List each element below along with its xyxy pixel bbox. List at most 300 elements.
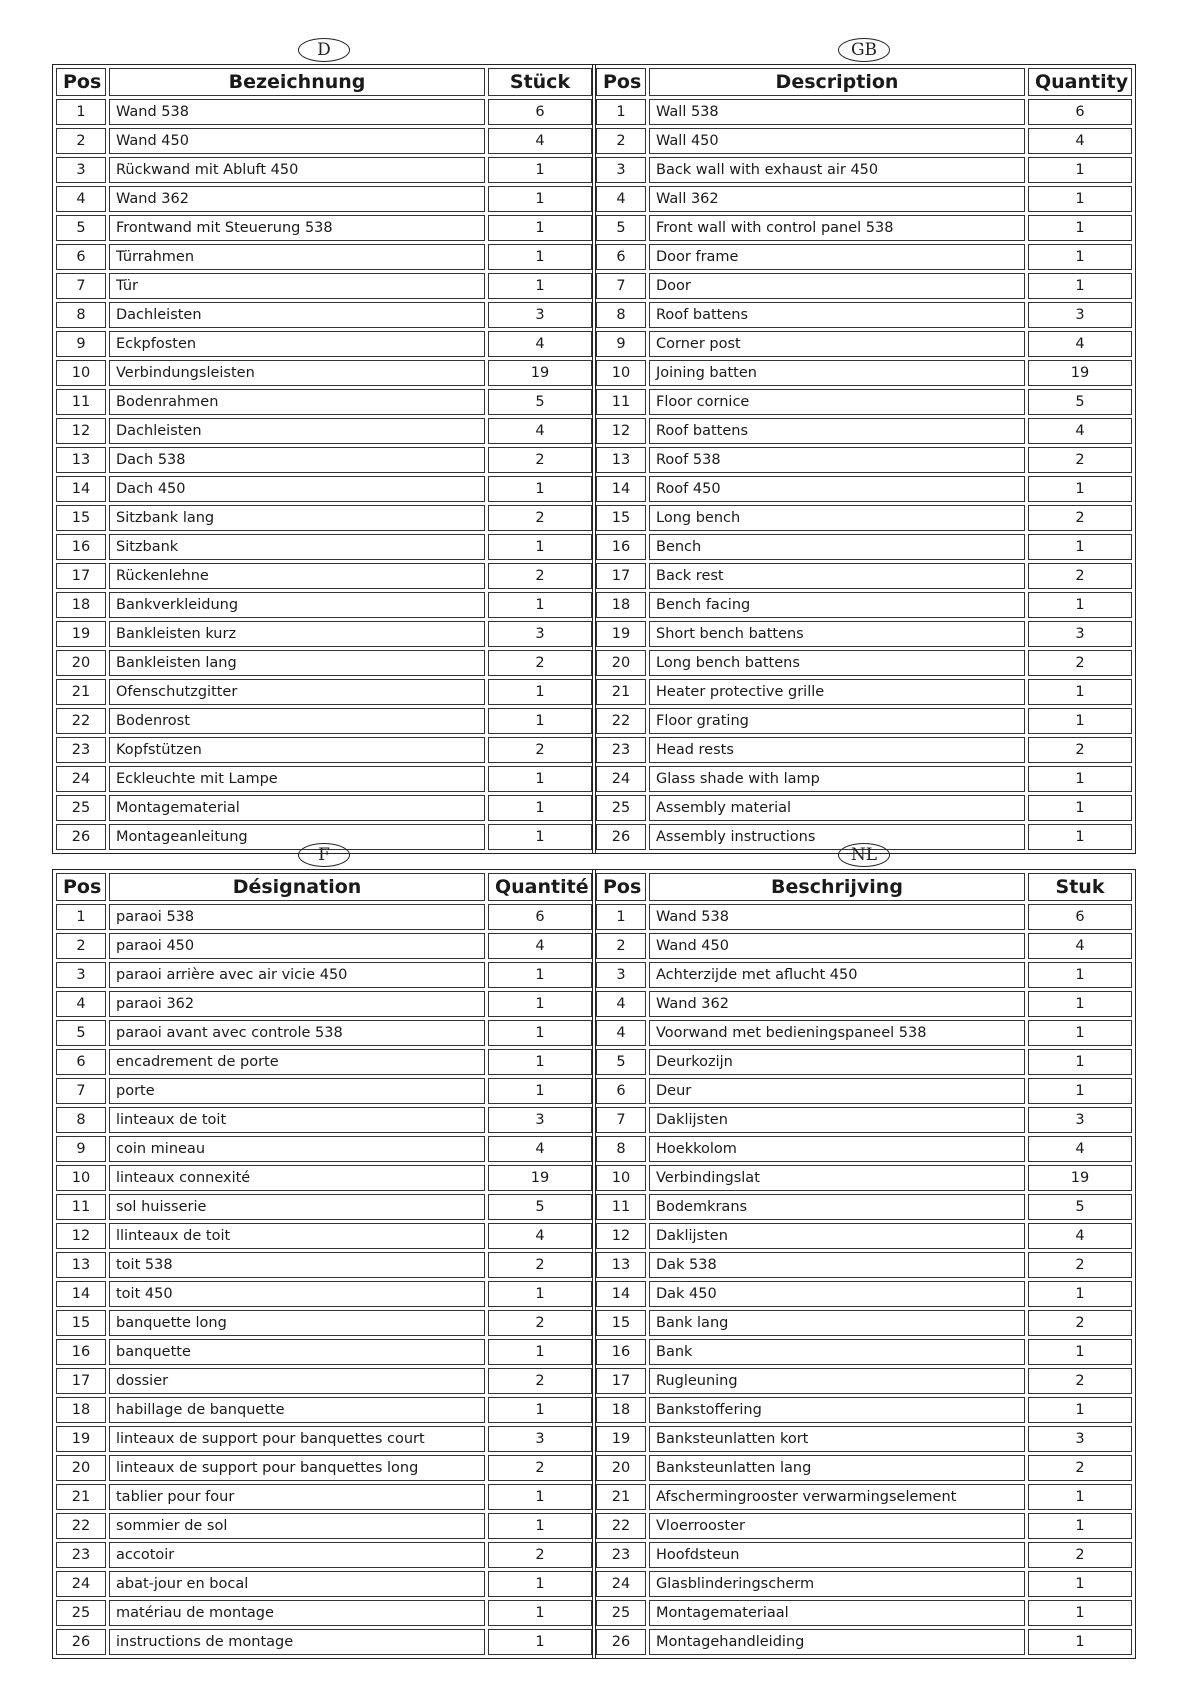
cell-description: Bank <box>649 1339 1025 1365</box>
cell-quantity: 6 <box>488 904 592 930</box>
cell-description: porte <box>109 1078 485 1104</box>
cell-description: Rugleuning <box>649 1368 1025 1394</box>
cell-description: Door frame <box>649 244 1025 270</box>
table-row <box>56 447 592 473</box>
cell-pos: 1 <box>56 904 106 930</box>
cell-pos: 2 <box>56 933 106 959</box>
cell-pos: 22 <box>596 708 646 734</box>
cell-quantity: 2 <box>488 563 592 589</box>
cell-pos: 25 <box>596 795 646 821</box>
cell-description: Front wall with control panel 538 <box>649 215 1025 241</box>
cell-pos: 1 <box>596 904 646 930</box>
table-row <box>596 360 1132 386</box>
table-row <box>56 650 592 676</box>
cell-quantity: 1 <box>1028 962 1132 988</box>
cell-description: Daklijsten <box>649 1107 1025 1133</box>
cell-quantity: 2 <box>1028 1542 1132 1568</box>
cell-quantity: 2 <box>1028 505 1132 531</box>
cell-description: Dach 450 <box>109 476 485 502</box>
cell-quantity: 1 <box>1028 1629 1132 1655</box>
cell-quantity: 1 <box>488 1049 592 1075</box>
cell-quantity: 1 <box>1028 592 1132 618</box>
cell-description: Bench <box>649 534 1025 560</box>
cell-pos: 24 <box>596 1571 646 1597</box>
cell-quantity: 1 <box>488 766 592 792</box>
cell-pos: 7 <box>56 1078 106 1104</box>
cell-pos: 11 <box>596 1194 646 1220</box>
language-badge: D <box>298 38 350 62</box>
table-row <box>56 1542 592 1568</box>
cell-pos: 17 <box>596 1368 646 1394</box>
cell-description: Roof 538 <box>649 447 1025 473</box>
cell-description: Back rest <box>649 563 1025 589</box>
cell-pos: 8 <box>56 302 106 328</box>
cell-pos: 6 <box>596 244 646 270</box>
table-row <box>56 1136 592 1162</box>
table-row <box>596 186 1132 212</box>
cell-description: Banksteunlatten lang <box>649 1455 1025 1481</box>
cell-quantity: 1 <box>488 1339 592 1365</box>
cell-quantity: 4 <box>488 933 592 959</box>
cell-pos: 25 <box>56 1600 106 1626</box>
table-row <box>56 1629 592 1655</box>
cell-description: Hoekkolom <box>649 1136 1025 1162</box>
cell-pos: 6 <box>56 1049 106 1075</box>
cell-quantity: 2 <box>488 1252 592 1278</box>
table-row <box>56 1368 592 1394</box>
table-row <box>56 128 592 154</box>
cell-description: Eckleuchte mit Lampe <box>109 766 485 792</box>
table-row <box>56 1339 592 1365</box>
table-row <box>596 244 1132 270</box>
cell-quantity: 1 <box>488 679 592 705</box>
cell-quantity: 1 <box>488 186 592 212</box>
cell-quantity: 3 <box>488 302 592 328</box>
table-row <box>56 389 592 415</box>
cell-pos: 17 <box>56 1368 106 1394</box>
cell-pos: 12 <box>56 418 106 444</box>
cell-description: Deurkozijn <box>649 1049 1025 1075</box>
cell-quantity: 6 <box>1028 904 1132 930</box>
cell-pos: 22 <box>56 1513 106 1539</box>
cell-quantity: 6 <box>1028 99 1132 125</box>
cell-quantity: 2 <box>1028 737 1132 763</box>
cell-description: Floor grating <box>649 708 1025 734</box>
cell-pos: 23 <box>56 1542 106 1568</box>
cell-pos: 14 <box>56 1281 106 1307</box>
cell-description: Assembly material <box>649 795 1025 821</box>
cell-pos: 10 <box>56 1165 106 1191</box>
cell-pos: 25 <box>56 795 106 821</box>
cell-description: Wand 450 <box>649 933 1025 959</box>
cell-description: Head rests <box>649 737 1025 763</box>
cell-quantity: 1 <box>488 1078 592 1104</box>
cell-quantity: 4 <box>1028 1136 1132 1162</box>
cell-pos: 13 <box>56 1252 106 1278</box>
table-row <box>56 1223 592 1249</box>
cell-pos: 18 <box>56 592 106 618</box>
cell-pos: 4 <box>596 186 646 212</box>
table-row <box>56 1513 592 1539</box>
cell-quantity: 1 <box>1028 991 1132 1017</box>
table-row <box>596 1339 1132 1365</box>
cell-quantity: 1 <box>488 1484 592 1510</box>
cell-quantity: 2 <box>1028 1455 1132 1481</box>
cell-quantity: 1 <box>488 991 592 1017</box>
cell-quantity: 3 <box>1028 1426 1132 1452</box>
table-row <box>56 991 592 1017</box>
table-row <box>56 1310 592 1336</box>
table-row <box>596 904 1132 930</box>
cell-pos: 5 <box>596 215 646 241</box>
cell-description: Kopfstützen <box>109 737 485 763</box>
cell-pos: 9 <box>56 331 106 357</box>
cell-description: Door <box>649 273 1025 299</box>
cell-quantity: 19 <box>1028 360 1132 386</box>
cell-pos: 3 <box>596 157 646 183</box>
cell-pos: 22 <box>596 1513 646 1539</box>
cell-quantity: 1 <box>1028 215 1132 241</box>
cell-quantity: 1 <box>488 1020 592 1046</box>
cell-pos: 3 <box>56 157 106 183</box>
cell-description: Wand 362 <box>649 991 1025 1017</box>
cell-quantity: 1 <box>1028 1020 1132 1046</box>
cell-quantity: 1 <box>488 534 592 560</box>
table-row <box>596 302 1132 328</box>
cell-pos: 19 <box>596 621 646 647</box>
cell-description: Heater protective grille <box>649 679 1025 705</box>
language-badge: NL <box>838 843 890 867</box>
cell-description: Rückwand mit Abluft 450 <box>109 157 485 183</box>
cell-description: Montageanleitung <box>109 824 485 850</box>
cell-quantity: 2 <box>488 505 592 531</box>
cell-quantity: 4 <box>488 331 592 357</box>
cell-quantity: 1 <box>488 1513 592 1539</box>
table-row <box>56 621 592 647</box>
cell-description: abat-jour en bocal <box>109 1571 485 1597</box>
cell-description: Dach 538 <box>109 447 485 473</box>
cell-quantity: 2 <box>488 447 592 473</box>
cell-pos: 5 <box>56 1020 106 1046</box>
cell-description: Ofenschutzgitter <box>109 679 485 705</box>
language-badge: GB <box>838 38 890 62</box>
cell-description: Long bench <box>649 505 1025 531</box>
table-row <box>56 1281 592 1307</box>
cell-pos: 7 <box>596 273 646 299</box>
cell-quantity: 1 <box>1028 1339 1132 1365</box>
cell-description: Bodenrost <box>109 708 485 734</box>
table-row <box>56 1484 592 1510</box>
cell-pos: 17 <box>56 563 106 589</box>
cell-quantity: 3 <box>488 1426 592 1452</box>
table-row <box>596 679 1132 705</box>
cell-quantity: 1 <box>1028 534 1132 560</box>
cell-quantity: 1 <box>1028 679 1132 705</box>
table-row <box>56 904 592 930</box>
cell-description: Bodenrahmen <box>109 389 485 415</box>
cell-pos: 20 <box>56 650 106 676</box>
cell-description: Wall 538 <box>649 99 1025 125</box>
cell-quantity: 1 <box>1028 157 1132 183</box>
cell-description: Dachleisten <box>109 418 485 444</box>
cell-description: linteaux connexité <box>109 1165 485 1191</box>
cell-description: instructions de montage <box>109 1629 485 1655</box>
cell-description: Eckpfosten <box>109 331 485 357</box>
cell-pos: 16 <box>596 534 646 560</box>
cell-description: Deur <box>649 1078 1025 1104</box>
cell-quantity: 5 <box>488 389 592 415</box>
cell-description: Afschermingrooster verwarmingselement <box>649 1484 1025 1510</box>
table-row <box>56 534 592 560</box>
table-row <box>596 563 1132 589</box>
cell-description: Short bench battens <box>649 621 1025 647</box>
cell-quantity: 1 <box>488 1571 592 1597</box>
cell-description: paraoi 450 <box>109 933 485 959</box>
cell-quantity: 2 <box>488 650 592 676</box>
cell-quantity: 1 <box>488 244 592 270</box>
table-row <box>596 650 1132 676</box>
cell-pos: 20 <box>56 1455 106 1481</box>
cell-quantity: 1 <box>1028 1078 1132 1104</box>
cell-pos: 23 <box>596 1542 646 1568</box>
parts-block-de <box>52 36 596 854</box>
table-row <box>56 766 592 792</box>
table-row <box>596 1571 1132 1597</box>
table-row <box>596 418 1132 444</box>
cell-pos: 7 <box>56 273 106 299</box>
cell-pos: 12 <box>596 1223 646 1249</box>
cell-quantity: 3 <box>488 1107 592 1133</box>
cell-pos: 26 <box>56 1629 106 1655</box>
cell-pos: 4 <box>56 186 106 212</box>
cell-pos: 8 <box>596 1136 646 1162</box>
cell-description: Dachleisten <box>109 302 485 328</box>
cell-pos: 17 <box>596 563 646 589</box>
cell-description: Bankleisten kurz <box>109 621 485 647</box>
cell-description: Assembly instructions <box>649 824 1025 850</box>
table-row <box>56 1165 592 1191</box>
table-row <box>56 1600 592 1626</box>
cell-quantity: 1 <box>488 157 592 183</box>
table-row <box>596 1629 1132 1655</box>
cell-quantity: 2 <box>1028 1368 1132 1394</box>
cell-description: Wand 362 <box>109 186 485 212</box>
parts-block-fr <box>52 841 596 1659</box>
cell-quantity: 5 <box>1028 1194 1132 1220</box>
cell-pos: 11 <box>596 389 646 415</box>
cell-pos: 9 <box>596 331 646 357</box>
cell-description: Vloerrooster <box>649 1513 1025 1539</box>
cell-description: Long bench battens <box>649 650 1025 676</box>
cell-quantity: 3 <box>488 621 592 647</box>
table-row <box>596 1368 1132 1394</box>
cell-description: Glass shade with lamp <box>649 766 1025 792</box>
cell-pos: 11 <box>56 389 106 415</box>
cell-pos: 5 <box>56 215 106 241</box>
table-row <box>596 476 1132 502</box>
cell-description: Bodemkrans <box>649 1194 1025 1220</box>
cell-description: paraoi avant avec controle 538 <box>109 1020 485 1046</box>
table-row <box>596 505 1132 531</box>
table-row <box>56 1194 592 1220</box>
parts-block-gb <box>592 36 1136 854</box>
table-row <box>56 99 592 125</box>
cell-pos: 23 <box>596 737 646 763</box>
table-row <box>596 1078 1132 1104</box>
table-row <box>596 99 1132 125</box>
cell-pos: 13 <box>56 447 106 473</box>
cell-quantity: 4 <box>488 1223 592 1249</box>
cell-quantity: 4 <box>1028 933 1132 959</box>
cell-description: sommier de sol <box>109 1513 485 1539</box>
cell-description: coin mineau <box>109 1136 485 1162</box>
cell-pos: 16 <box>56 534 106 560</box>
table-row <box>56 331 592 357</box>
language-badge: F <box>298 843 350 867</box>
cell-description: linteaux de support pour banquettes court <box>109 1426 485 1452</box>
cell-pos: 21 <box>596 679 646 705</box>
cell-description: Sitzbank lang <box>109 505 485 531</box>
table-row <box>596 534 1132 560</box>
table-row <box>56 795 592 821</box>
table-row <box>596 1136 1132 1162</box>
cell-quantity: 4 <box>1028 128 1132 154</box>
cell-description: Montagemateriaal <box>649 1600 1025 1626</box>
cell-quantity: 1 <box>488 592 592 618</box>
cell-description: paraoi arrière avec air vicie 450 <box>109 962 485 988</box>
table-row <box>596 389 1132 415</box>
table-row <box>596 766 1132 792</box>
table-row <box>596 1426 1132 1452</box>
table-row <box>56 1107 592 1133</box>
table-row <box>596 273 1132 299</box>
cell-quantity: 2 <box>488 737 592 763</box>
cell-pos: 2 <box>596 128 646 154</box>
table-row <box>596 1049 1132 1075</box>
cell-quantity: 1 <box>1028 795 1132 821</box>
header-quantity: Quantity <box>1028 68 1132 96</box>
cell-quantity: 2 <box>1028 1252 1132 1278</box>
cell-description: Daklijsten <box>649 1223 1025 1249</box>
cell-description: Achterzijde met aflucht 450 <box>649 962 1025 988</box>
cell-pos: 19 <box>56 621 106 647</box>
cell-description: Joining batten <box>649 360 1025 386</box>
cell-pos: 26 <box>56 824 106 850</box>
cell-description: linteaux de toit <box>109 1107 485 1133</box>
cell-pos: 10 <box>56 360 106 386</box>
table-row <box>596 1542 1132 1568</box>
table-row <box>56 505 592 531</box>
cell-quantity: 1 <box>1028 1397 1132 1423</box>
cell-pos: 18 <box>596 1397 646 1423</box>
header-pos: Pos <box>596 873 646 901</box>
cell-quantity: 1 <box>488 476 592 502</box>
table-row <box>56 1571 592 1597</box>
cell-quantity: 2 <box>1028 563 1132 589</box>
table-row <box>56 186 592 212</box>
cell-quantity: 1 <box>1028 244 1132 270</box>
header-pos: Pos <box>56 68 106 96</box>
table-row <box>56 215 592 241</box>
cell-pos: 11 <box>56 1194 106 1220</box>
cell-pos: 24 <box>596 766 646 792</box>
table-row <box>56 157 592 183</box>
cell-description: matériau de montage <box>109 1600 485 1626</box>
cell-pos: 14 <box>596 1281 646 1307</box>
cell-quantity: 2 <box>488 1368 592 1394</box>
cell-pos: 9 <box>56 1136 106 1162</box>
cell-description: habillage de banquette <box>109 1397 485 1423</box>
cell-description: Banksteunlatten kort <box>649 1426 1025 1452</box>
cell-description: Bench facing <box>649 592 1025 618</box>
cell-pos: 6 <box>596 1078 646 1104</box>
cell-pos: 19 <box>596 1426 646 1452</box>
cell-pos: 13 <box>596 447 646 473</box>
cell-description: Türrahmen <box>109 244 485 270</box>
table-row <box>56 302 592 328</box>
cell-quantity: 1 <box>1028 1600 1132 1626</box>
cell-pos: 18 <box>596 592 646 618</box>
cell-description: encadrement de porte <box>109 1049 485 1075</box>
table-row <box>596 1223 1132 1249</box>
cell-pos: 25 <box>596 1600 646 1626</box>
cell-pos: 26 <box>596 824 646 850</box>
cell-pos: 15 <box>596 505 646 531</box>
table-row <box>596 1600 1132 1626</box>
header-quantity: Stuk <box>1028 873 1132 901</box>
table-row <box>56 1020 592 1046</box>
cell-quantity: 5 <box>488 1194 592 1220</box>
cell-pos: 20 <box>596 1455 646 1481</box>
cell-description: Back wall with exhaust air 450 <box>649 157 1025 183</box>
cell-description: Voorwand met bedieningspaneel 538 <box>649 1020 1025 1046</box>
cell-pos: 2 <box>56 128 106 154</box>
cell-description: Wand 538 <box>109 99 485 125</box>
cell-quantity: 2 <box>1028 1310 1132 1336</box>
cell-quantity: 1 <box>1028 708 1132 734</box>
cell-quantity: 1 <box>1028 1571 1132 1597</box>
header-description: Beschrijving <box>649 873 1025 901</box>
cell-quantity: 19 <box>488 1165 592 1191</box>
cell-pos: 20 <box>596 650 646 676</box>
table-row <box>56 592 592 618</box>
table-row <box>596 708 1132 734</box>
cell-description: tablier pour four <box>109 1484 485 1510</box>
cell-quantity: 1 <box>488 795 592 821</box>
cell-pos: 23 <box>56 737 106 763</box>
cell-pos: 4 <box>596 1020 646 1046</box>
table-row <box>596 1281 1132 1307</box>
table-row <box>596 621 1132 647</box>
cell-pos: 1 <box>56 99 106 125</box>
table-row <box>596 991 1132 1017</box>
table-row <box>596 128 1132 154</box>
table-row <box>56 679 592 705</box>
cell-description: Roof battens <box>649 302 1025 328</box>
table-row <box>56 360 592 386</box>
table-row <box>596 1310 1132 1336</box>
cell-description: banquette long <box>109 1310 485 1336</box>
cell-pos: 12 <box>596 418 646 444</box>
cell-description: llinteaux de toit <box>109 1223 485 1249</box>
cell-pos: 24 <box>56 766 106 792</box>
cell-description: Tür <box>109 273 485 299</box>
cell-description: Wand 450 <box>109 128 485 154</box>
table-row <box>596 933 1132 959</box>
table-row <box>56 1397 592 1423</box>
parts-block-nl <box>592 841 1136 1659</box>
table-row <box>596 331 1132 357</box>
